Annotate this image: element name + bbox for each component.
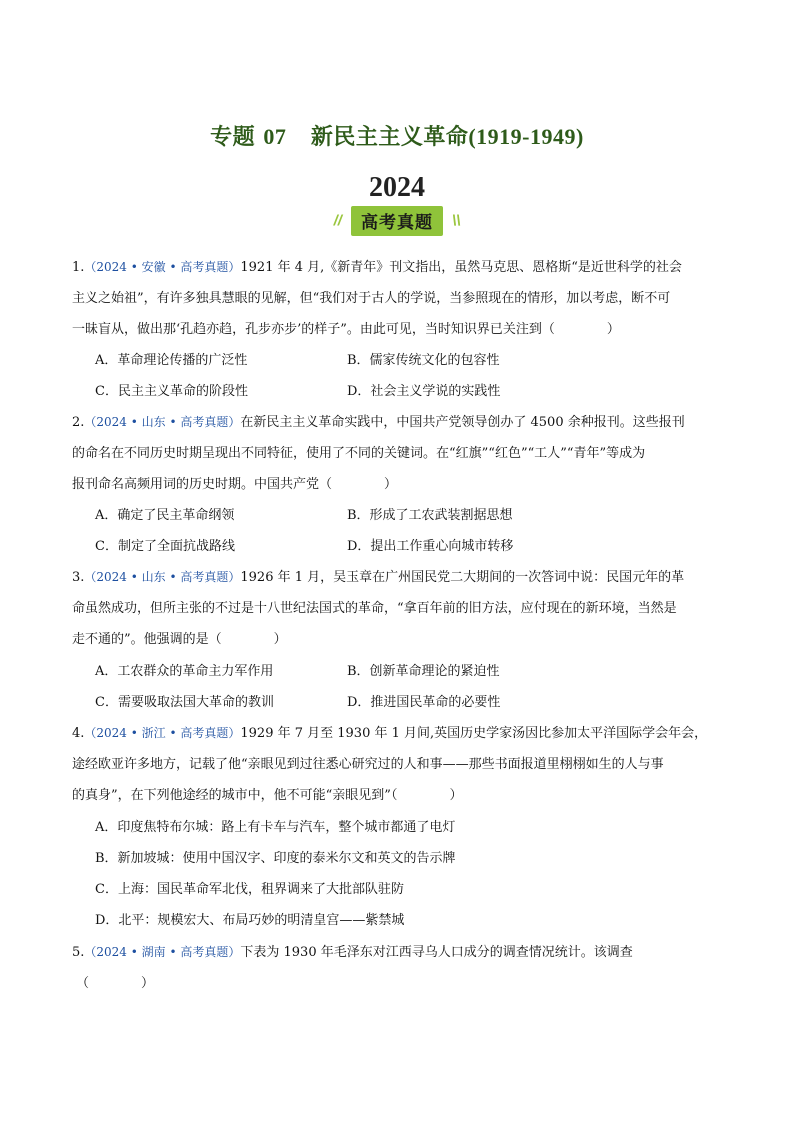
question-line: [72, 407, 722, 438]
option-c[interactable]: C．上海：国民革命军北伐，租界调来了大批部队驻防: [95, 882, 404, 897]
question-5: [72, 937, 722, 999]
question-text: 1921 年 4 月,《新青年》刊文指出，虽然马克思、恩格斯“是近世科学的社会: [240, 260, 682, 275]
title-years: (1919-1949): [468, 124, 584, 149]
question-text: 1929 年 7 月至 1930 年 1 月间,英国历史学家汤因比参加太平洋国际学会年会，: [240, 726, 708, 741]
option-a[interactable]: A．工农群众的革命主力军作用: [95, 664, 274, 679]
option-d[interactable]: D．社会主义学说的实践性: [347, 384, 501, 399]
answer-blank: （ ）: [76, 976, 155, 991]
option-d[interactable]: D．推进国民革命的必要性: [347, 695, 501, 710]
option-c[interactable]: C．制定了全面抗战路线: [95, 539, 235, 554]
question-line: 途经欧亚许多地方，记载了他“亲眼见到过往悉心研究过的人和事——那些书面报道里栩栩如生的人与事: [72, 757, 664, 772]
question-number: 3.: [72, 570, 85, 585]
option-b[interactable]: B．创新革命理论的紧迫性: [347, 664, 500, 679]
question-number: 2.: [72, 415, 85, 430]
question-1-options: [95, 345, 599, 407]
option-a[interactable]: A．革命理论传播的广泛性: [95, 353, 248, 368]
option-c[interactable]: C．民主主义革命的阶段性: [95, 384, 248, 399]
question-text: 1926 年 1 月，吴玉章在广州国民党二大期间的一次答词中说：民国元年的革: [240, 570, 685, 585]
option-d[interactable]: D．北平：规模宏大、布局巧妙的明清皇宫——紫禁城: [95, 913, 405, 928]
question-line: 一昧盲从，做出那‘孔趋亦趋，孔步亦步’的样子”。由此可见，当时知识界已关注到（ ）: [72, 322, 620, 337]
question-source: （2024 • 山东 • 高考真题）: [84, 570, 241, 584]
question-2-options: [95, 500, 599, 562]
question-line: [72, 718, 722, 749]
question-text: 下表为 1930 年毛泽东对江西寻乌人口成分的调查情况统计。该调查: [240, 945, 633, 960]
question-line: [72, 937, 722, 968]
question-text: 在新民主主义革命实践中，中国共产党领导创办了 4500 余种报刊。这些报刊: [240, 415, 685, 430]
title-number: 07: [263, 124, 287, 149]
question-line: 主义之始祖”，有许多独具慧眼的见解，但“我们对于古人的学说，当参照现在的情形，加以考虑，断不可: [72, 291, 671, 306]
option-b[interactable]: B．新加坡城：使用中国汉字、印度的泰米尔文和英文的告示牌: [95, 851, 456, 866]
title-main: 新民主主义革命: [310, 125, 469, 150]
question-line: [72, 562, 722, 593]
question-3: [72, 562, 722, 655]
question-line: [72, 252, 722, 283]
question-1: [72, 252, 722, 345]
question-line: 走不通的”。他强调的是（ ）: [72, 632, 287, 647]
question-3-options: [95, 656, 599, 718]
banner-right-decoration: \\: [452, 212, 461, 230]
title-prefix: 专题: [210, 125, 256, 150]
option-a[interactable]: A．确定了民主革命纲领: [95, 508, 235, 523]
option-b[interactable]: B．形成了工农武装割据思想: [347, 508, 513, 523]
question-number: 5.: [72, 945, 85, 960]
question-source: （2024 • 浙江 • 高考真题）: [84, 726, 241, 740]
question-4: [72, 718, 722, 811]
question-source: （2024 • 安徽 • 高考真题）: [84, 260, 241, 274]
question-line: 的真身”，在下列他途经的城市中，他不可能“亲眼见到”（ ）: [72, 788, 463, 803]
question-number: 1.: [72, 260, 85, 275]
year-heading: 2024: [369, 172, 425, 203]
option-c[interactable]: C．需要吸取法国大革命的教训: [95, 695, 274, 710]
banner-left-decoration: //: [333, 212, 342, 230]
question-line: 的命名在不同历史时期呈现出不同特征，使用了不同的关键词。在“红旗”“红色”“工人”“青年”等成为: [72, 446, 646, 461]
question-number: 4.: [72, 726, 85, 741]
option-d[interactable]: D．提出工作重心向城市转移: [347, 539, 514, 554]
banner-label: 高考真题: [351, 206, 443, 236]
page-title: [0, 120, 794, 151]
question-line: 报刊命名高频用词的历史时期。中国共产党（ ）: [72, 477, 398, 492]
option-a[interactable]: A．印度焦特布尔城：路上有卡车与汽车，整个城市都通了电灯: [95, 820, 456, 835]
question-source: （2024 • 山东 • 高考真题）: [84, 415, 241, 429]
question-4-options: [95, 812, 456, 936]
option-b[interactable]: B．儒家传统文化的包容性: [347, 353, 500, 368]
section-banner: [0, 206, 794, 236]
question-line: 命虽然成功，但所主张的不过是十八世纪法国式的革命，“拿百年前的旧方法，应付现在的新环境，当然是: [72, 601, 677, 616]
question-2: [72, 407, 722, 500]
question-source: （2024 • 湖南 • 高考真题）: [84, 945, 241, 959]
